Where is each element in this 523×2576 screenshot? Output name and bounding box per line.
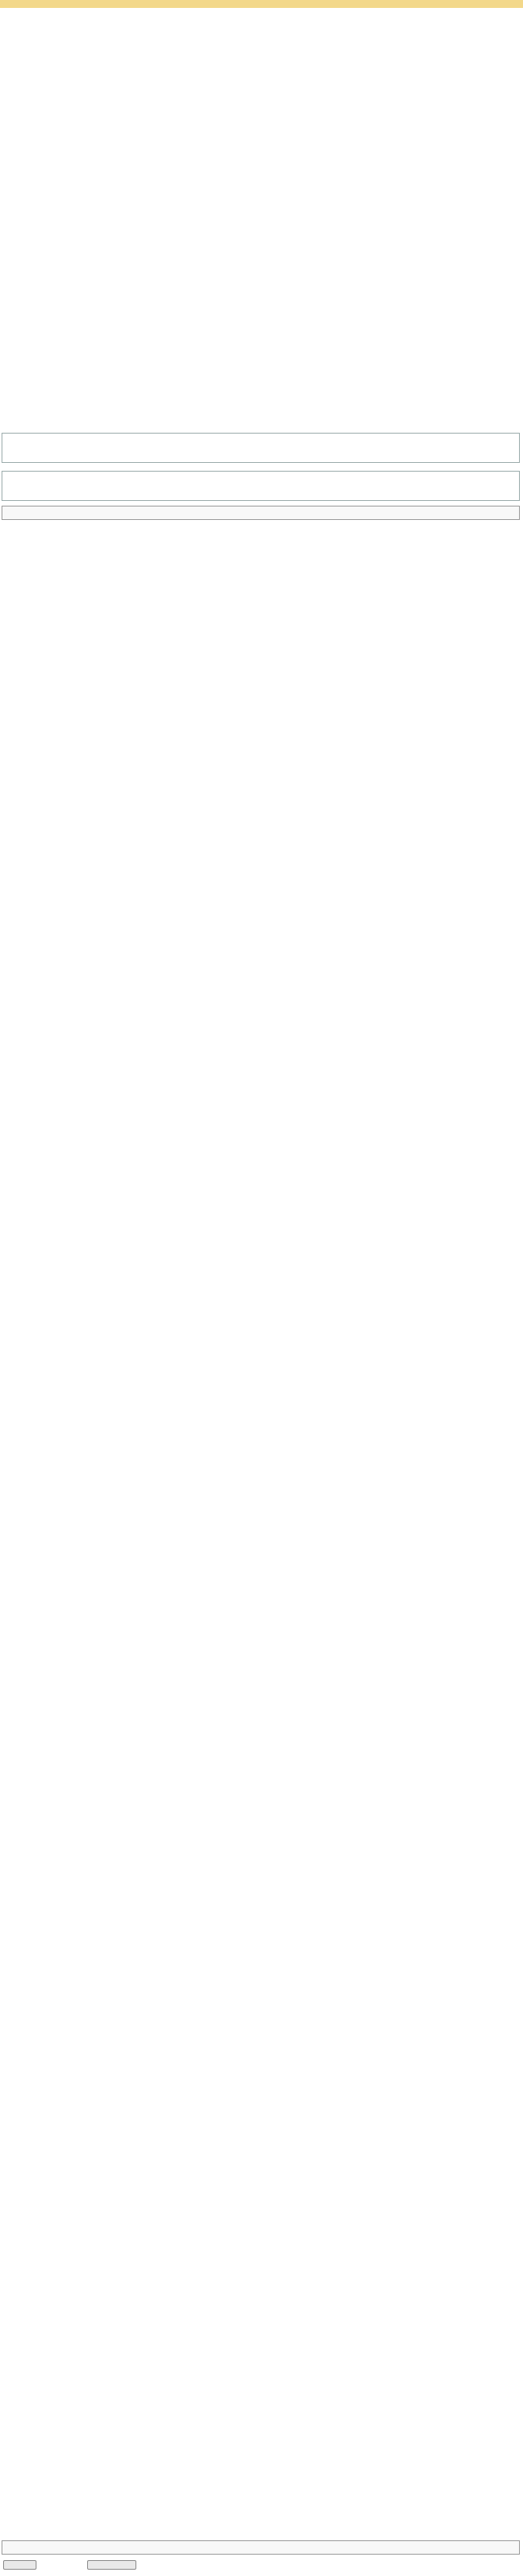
bottom-date-label <box>372 2541 376 2554</box>
bottom-counselor-signature-label <box>2 2541 372 2554</box>
summary-value <box>2 434 519 437</box>
recommendations-textarea[interactable] <box>2 471 520 501</box>
recommendations-value <box>2 472 519 475</box>
summary-textarea[interactable] <box>2 433 520 463</box>
print-summary-button[interactable] <box>87 2560 136 2570</box>
page-title <box>0 0 523 8</box>
date-label <box>372 506 376 519</box>
bottom-signature-row <box>2 2540 520 2555</box>
signature-row <box>2 506 520 520</box>
generate-button[interactable] <box>3 2560 36 2570</box>
counselor-signature-label <box>2 506 372 519</box>
